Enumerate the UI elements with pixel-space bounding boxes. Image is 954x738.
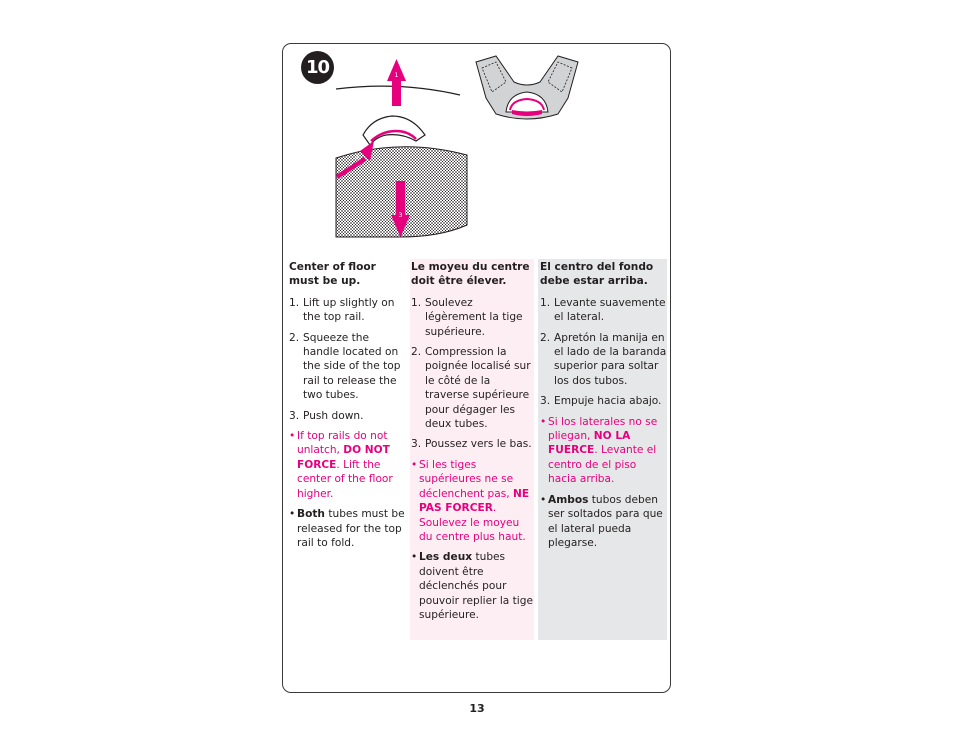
arrow-label-3: 3 (398, 212, 403, 219)
french-column (410, 259, 534, 640)
step-number: 3. (411, 438, 422, 451)
step-number-badge: 10 (301, 51, 334, 84)
list-item (540, 296, 667, 325)
page-number: 13 (469, 702, 485, 715)
step-text: Squeeze the handle located on the side of the top rail to release the two tubes. (303, 331, 401, 402)
arrow-label-1: 1 (394, 72, 399, 79)
arrow-1-up (387, 59, 406, 106)
spanish-heading: El centro del fondo debe estar arriba. (540, 261, 654, 288)
warning-emphasis: DO NOT FORCE (297, 444, 390, 471)
french-steps (411, 296, 534, 452)
step-number: 1. (411, 296, 422, 309)
note-emphasis: Ambos (548, 493, 589, 506)
step-text: Empuje hacia abajo. (554, 395, 662, 408)
hub-detail-illustration (472, 52, 582, 124)
step-number: 2. (411, 346, 422, 359)
english-column (283, 259, 407, 556)
warning-text: Si les tiges supérieures ne se déclenchent pas, (419, 458, 514, 500)
info-note (411, 550, 534, 622)
step-text: Levante suavemente el lateral. (554, 296, 666, 324)
bullet: • (411, 551, 418, 564)
step-number: 2. (540, 331, 551, 344)
english-steps (289, 296, 407, 423)
note-emphasis: Both (297, 508, 325, 521)
warning-text: Si los laterales no se pliegan, (548, 415, 658, 443)
warning-text: If top rails do not unlatch, (297, 430, 388, 457)
step-text: Soulevez légèrement la tige supérieure. (425, 296, 523, 338)
list-item (289, 331, 407, 403)
list-item (411, 296, 534, 339)
warning-note (540, 415, 667, 487)
step-number: 1. (289, 296, 300, 309)
list-item (411, 437, 534, 451)
info-note (540, 493, 667, 551)
list-item (411, 345, 534, 431)
info-note (289, 507, 407, 550)
bullet: • (289, 430, 296, 443)
step-text: Compression la poignée localisé sur le côté de la traverse supérieure pour dégager les deux tubes. (425, 346, 531, 431)
bullet: • (411, 458, 418, 471)
step-number: 3. (540, 395, 551, 408)
list-item (540, 394, 667, 408)
step-text: Lift up slightly on the top rail. (303, 296, 395, 324)
floor-release-illustration (330, 55, 475, 245)
warning-note (289, 429, 407, 501)
arrow-label-2: 2 (355, 154, 359, 161)
bullet: • (540, 415, 547, 428)
note-emphasis: Les deux (419, 551, 473, 564)
warning-emphasis: NE PAS FORCER (419, 487, 530, 515)
warning-text-end: . Levante el centro de el piso hacia arriba. (548, 444, 657, 486)
step-text: Poussez vers le bas. (425, 438, 532, 451)
warning-text-end: . Lift the center of the floor higher. (297, 458, 393, 500)
step-number: 3. (289, 409, 300, 422)
step-text: Push down. (303, 409, 364, 422)
bullet: • (289, 508, 296, 521)
step-text: Apretón la manija en el lado de la baranda superior para soltar los dos tubos. (554, 331, 667, 387)
step-number: 1. (540, 296, 551, 309)
list-item (540, 331, 667, 389)
list-item (289, 296, 407, 325)
note-text: tubos deben ser soltados para que el lateral pueda plegarse. (548, 493, 663, 549)
english-heading: Center of floor must be up. (289, 261, 376, 288)
spanish-column (538, 259, 667, 640)
list-item (289, 409, 407, 423)
note-text: tubes doivent être déclenchés pour pouvoir replier la tige supérieure. (419, 551, 533, 621)
warning-note (411, 458, 534, 544)
bullet: • (540, 493, 547, 506)
french-heading: Le moyeu du centre doit être élever. (411, 261, 530, 288)
warning-text-end: . Soulevez le moyeu du centre plus haut. (419, 502, 526, 543)
warning-emphasis: NO LA FUERCE (548, 430, 631, 457)
step-number: 2. (289, 331, 300, 344)
note-text: tubes must be released for the top rail to fold. (297, 508, 405, 549)
spanish-steps (540, 296, 667, 409)
